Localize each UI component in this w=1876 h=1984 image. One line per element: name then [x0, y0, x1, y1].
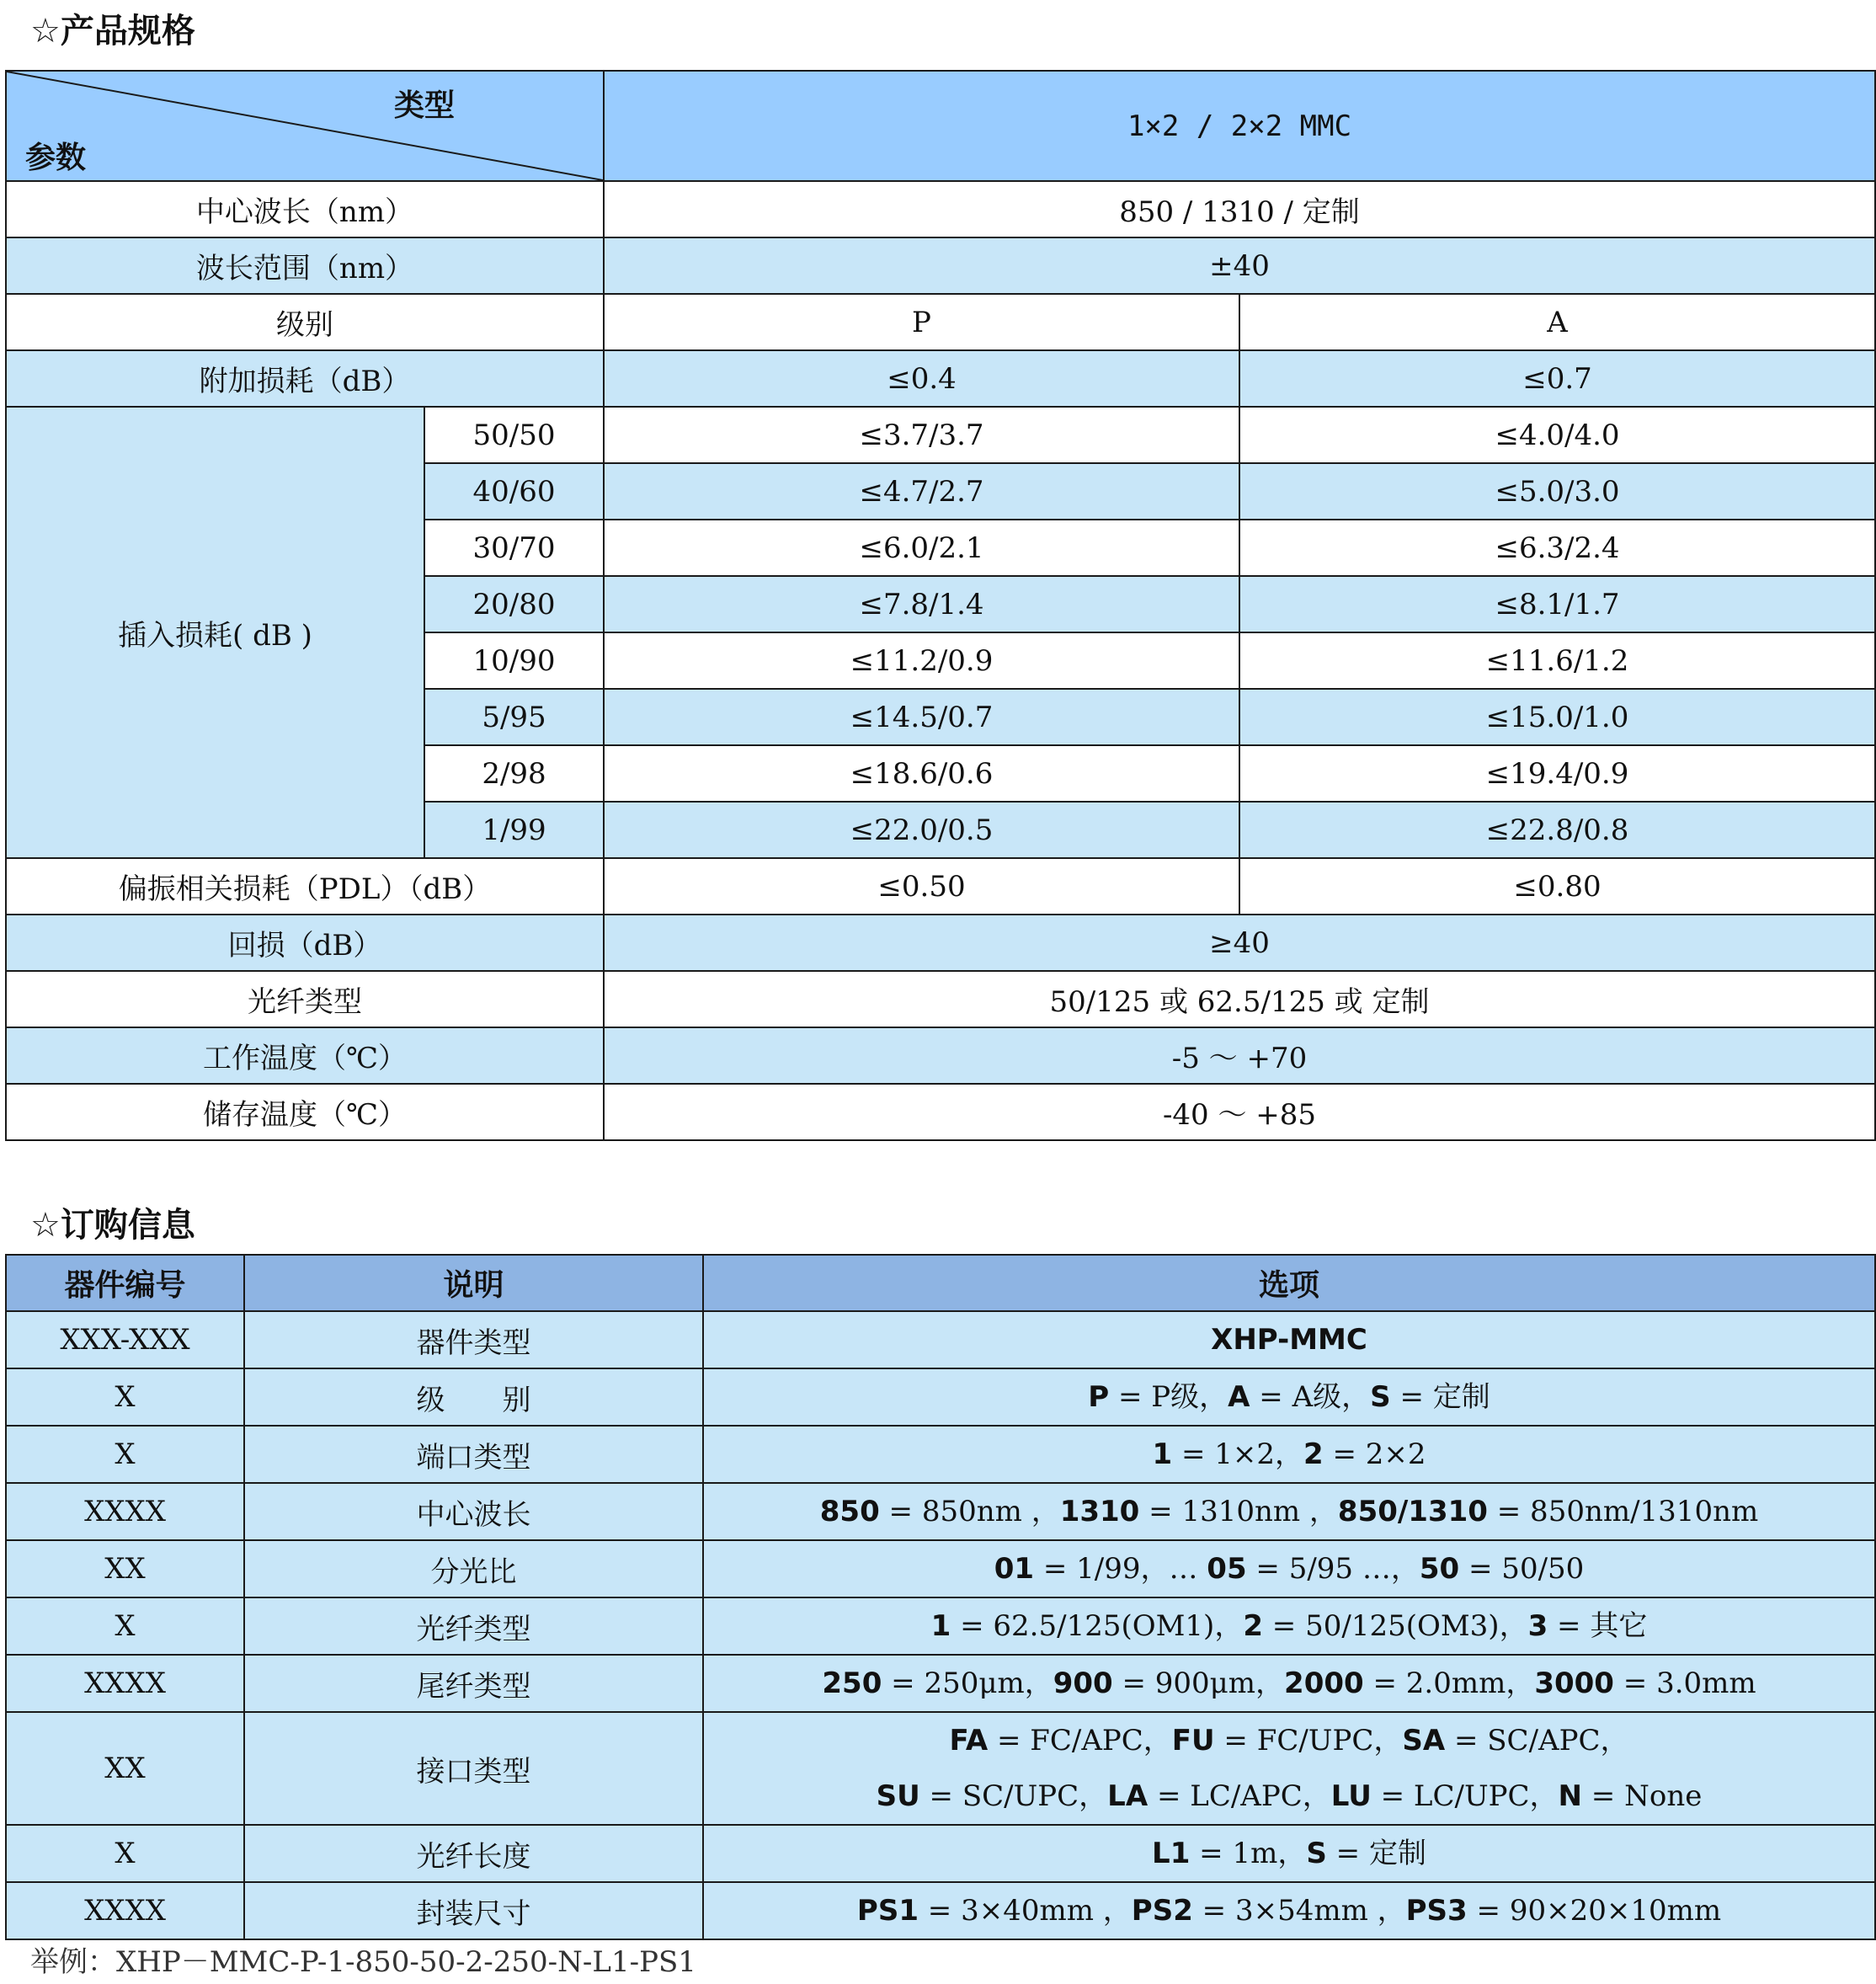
- options: [703, 1712, 1875, 1825]
- option-code: 3: [1527, 1609, 1548, 1643]
- option-text: = None: [1582, 1779, 1703, 1813]
- row-label: 储存温度（℃）: [6, 1084, 604, 1140]
- grade-a: A: [1239, 294, 1875, 350]
- row-value: -40 ～ +85: [604, 1084, 1875, 1140]
- option-text: = 1/99，…: [1034, 1552, 1207, 1586]
- part-code: XXXX: [6, 1655, 244, 1712]
- option-code: A: [1228, 1380, 1250, 1414]
- option-text: = 3.0mm: [1613, 1667, 1756, 1700]
- value-p: ≤14.5/0.7: [604, 689, 1239, 745]
- option-code: S: [1306, 1837, 1327, 1870]
- table-row: [6, 1027, 1875, 1084]
- row-label: 回损（dB）: [6, 915, 604, 971]
- option-text: = 1m，: [1190, 1837, 1307, 1870]
- table-row: [6, 1311, 1875, 1368]
- option-code: LA: [1107, 1779, 1149, 1813]
- description: 中心波长: [244, 1483, 703, 1540]
- option-text: = FC/APC，: [988, 1724, 1172, 1757]
- option-line: [704, 1768, 1874, 1824]
- row-label: 中心波长（nm）: [6, 181, 604, 237]
- part-code: X: [6, 1368, 244, 1426]
- option-code: 3000: [1534, 1667, 1614, 1700]
- value-a: ≤4.0/4.0: [1239, 407, 1875, 463]
- row-label: 偏振相关损耗（PDL）（dB）: [6, 858, 604, 915]
- option-text: = 900μm，: [1112, 1667, 1285, 1700]
- option-code: 01: [994, 1552, 1035, 1586]
- option-text: = 其它: [1548, 1609, 1648, 1643]
- description: 器件类型: [244, 1311, 703, 1368]
- value-a: ≤0.7: [1239, 350, 1875, 407]
- row-label: 附加损耗（dB）: [6, 350, 604, 407]
- row-value: 50/125 或 62.5/125 或 定制: [604, 971, 1875, 1027]
- split-ratio: 1/99: [424, 802, 604, 858]
- option-code: FU: [1171, 1724, 1215, 1757]
- value-a: ≤0.80: [1239, 858, 1875, 915]
- option-code: 250: [822, 1667, 882, 1700]
- option-code: 1: [930, 1609, 951, 1643]
- option-text: = 2.0mm，: [1363, 1667, 1535, 1700]
- diagonal-line: [7, 72, 603, 180]
- option-code: 850: [819, 1495, 880, 1528]
- table-row: [6, 407, 1875, 463]
- option-code: L1: [1152, 1837, 1191, 1870]
- options: [703, 1426, 1875, 1483]
- description: 尾纤类型: [244, 1655, 703, 1712]
- option-code: 2000: [1284, 1667, 1364, 1700]
- option-line: [704, 1713, 1874, 1768]
- table-row: [6, 1368, 1875, 1426]
- option-text: = 1×2，: [1172, 1437, 1303, 1471]
- split-ratio: 2/98: [424, 745, 604, 802]
- option-text: = 3×40mm ，: [919, 1894, 1132, 1928]
- spec-table: [5, 70, 1876, 1141]
- order-section-title: ☆订购信息: [30, 1206, 195, 1245]
- row-label: 工作温度（℃）: [6, 1027, 604, 1084]
- option-text: = 3×54mm ，: [1192, 1894, 1406, 1928]
- option-code: XHP-MMC: [1211, 1323, 1367, 1357]
- grade-p: P: [604, 294, 1239, 350]
- part-code: X: [6, 1825, 244, 1882]
- option-line: [704, 1656, 1874, 1711]
- table-row: [6, 915, 1875, 971]
- row-label: 波长范围（nm）: [6, 237, 604, 294]
- option-text: = 5/95 …，: [1246, 1552, 1420, 1586]
- option-code: P: [1088, 1380, 1110, 1414]
- table-row: [6, 1597, 1875, 1655]
- value-p: ≤0.4: [604, 350, 1239, 407]
- option-line: [704, 1484, 1874, 1539]
- table-row: [6, 1426, 1875, 1483]
- option-text: = 定制: [1326, 1837, 1426, 1870]
- table-row: [6, 1825, 1875, 1882]
- option-line: [704, 1883, 1874, 1939]
- option-text: = SC/APC，: [1445, 1724, 1629, 1757]
- option-code: FA: [949, 1724, 989, 1757]
- param-header-label: 参数: [25, 141, 87, 175]
- table-row: [6, 1712, 1875, 1825]
- option-text: = FC/UPC，: [1214, 1724, 1403, 1757]
- value-p: ≤6.0/2.1: [604, 520, 1239, 576]
- option-text: = 50/50: [1459, 1552, 1585, 1586]
- value-a: ≤6.3/2.4: [1239, 520, 1875, 576]
- table-row: [6, 1882, 1875, 1939]
- table-row: [6, 1655, 1875, 1712]
- option-text: = 62.5/125(OM1)，: [951, 1609, 1244, 1643]
- option-code: 850/1310: [1337, 1495, 1488, 1528]
- spec-section-title: ☆产品规格: [30, 12, 195, 51]
- ordering-example: 举例：XHP－MMC-P-1-850-50-2-250-N-L1-PS1: [30, 1945, 696, 1979]
- table-row: [6, 971, 1875, 1027]
- description: 级 别: [244, 1368, 703, 1426]
- option-text: = 定制: [1390, 1380, 1490, 1414]
- order-header-row: [6, 1255, 1875, 1311]
- part-code: XXX-XXX: [6, 1311, 244, 1368]
- option-text: = 850nm/1310nm: [1487, 1495, 1759, 1528]
- option-code: 50: [1419, 1552, 1460, 1586]
- spec-header-row: [6, 71, 1875, 181]
- split-ratio: 30/70: [424, 520, 604, 576]
- type-header-label: 类型: [394, 88, 456, 123]
- option-code: 1: [1152, 1437, 1173, 1471]
- value-a: ≤11.6/1.2: [1239, 632, 1875, 689]
- product-type-header: 1×2 / 2×2 MMC: [604, 71, 1875, 181]
- option-text: = LC/APC，: [1148, 1779, 1331, 1813]
- options: [703, 1597, 1875, 1655]
- split-ratio: 20/80: [424, 576, 604, 632]
- option-code: 2: [1303, 1437, 1324, 1471]
- option-text: = 250μm，: [882, 1667, 1053, 1700]
- options: [703, 1882, 1875, 1939]
- option-text: = 90×20×10mm: [1467, 1894, 1722, 1928]
- option-text: = SC/UPC，: [919, 1779, 1108, 1813]
- option-text: = A级，: [1250, 1380, 1371, 1414]
- order-table: [5, 1254, 1876, 1940]
- row-value: 850 / 1310 / 定制: [604, 181, 1875, 237]
- option-text: = 1310nm ，: [1139, 1495, 1338, 1528]
- description-header: 说明: [244, 1255, 703, 1311]
- value-p: ≤4.7/2.7: [604, 463, 1239, 520]
- options-header: 选项: [703, 1255, 1875, 1311]
- table-row: [6, 350, 1875, 407]
- options: [703, 1368, 1875, 1426]
- options: [703, 1311, 1875, 1368]
- option-code: 2: [1243, 1609, 1263, 1643]
- value-p: ≤0.50: [604, 858, 1239, 915]
- option-code: PS2: [1131, 1894, 1193, 1928]
- row-value: -5 ～ +70: [604, 1027, 1875, 1084]
- options: [703, 1540, 1875, 1597]
- value-p: ≤11.2/0.9: [604, 632, 1239, 689]
- options: [703, 1483, 1875, 1540]
- part-code: XXXX: [6, 1882, 244, 1939]
- value-a: ≤5.0/3.0: [1239, 463, 1875, 520]
- option-code: PS1: [856, 1894, 919, 1928]
- value-p: ≤18.6/0.6: [604, 745, 1239, 802]
- option-text: = 850nm ，: [879, 1495, 1060, 1528]
- table-row: [6, 294, 1875, 350]
- value-a: ≤8.1/1.7: [1239, 576, 1875, 632]
- table-row: [6, 1483, 1875, 1540]
- value-a: ≤15.0/1.0: [1239, 689, 1875, 745]
- description: 接口类型: [244, 1712, 703, 1825]
- table-row: [6, 1540, 1875, 1597]
- part-code: XX: [6, 1712, 244, 1825]
- option-code: PS3: [1405, 1894, 1468, 1928]
- option-line: [704, 1598, 1874, 1654]
- diagonal-header-cell: [6, 71, 604, 181]
- option-code: 900: [1053, 1667, 1113, 1700]
- split-ratio: 10/90: [424, 632, 604, 689]
- split-ratio: 50/50: [424, 407, 604, 463]
- table-row: [6, 858, 1875, 915]
- value-p: ≤7.8/1.4: [604, 576, 1239, 632]
- row-label: 光纤类型: [6, 971, 604, 1027]
- option-code: N: [1558, 1779, 1582, 1813]
- description: 端口类型: [244, 1426, 703, 1483]
- value-a: ≤19.4/0.9: [1239, 745, 1875, 802]
- part-code: X: [6, 1597, 244, 1655]
- option-line: [704, 1312, 1874, 1368]
- description: 封装尺寸: [244, 1882, 703, 1939]
- option-line: [704, 1369, 1874, 1425]
- value-p: ≤22.0/0.5: [604, 802, 1239, 858]
- option-code: SU: [876, 1779, 920, 1813]
- description: 光纤长度: [244, 1825, 703, 1882]
- option-code: LU: [1330, 1779, 1372, 1813]
- options: [703, 1655, 1875, 1712]
- option-text: = 2×2: [1323, 1437, 1426, 1471]
- split-ratio: 40/60: [424, 463, 604, 520]
- row-value: ±40: [604, 237, 1875, 294]
- part-code: XXXX: [6, 1483, 244, 1540]
- option-text: = LC/UPC，: [1371, 1779, 1559, 1813]
- option-code: 05: [1207, 1552, 1247, 1586]
- table-row: [6, 1084, 1875, 1140]
- option-code: 1310: [1059, 1495, 1140, 1528]
- insertion-loss-label: 插入损耗( dB ): [6, 407, 424, 858]
- part-code: XX: [6, 1540, 244, 1597]
- description: 分光比: [244, 1540, 703, 1597]
- description: 光纤类型: [244, 1597, 703, 1655]
- value-p: ≤3.7/3.7: [604, 407, 1239, 463]
- options: [703, 1825, 1875, 1882]
- table-row: [6, 181, 1875, 237]
- option-code: S: [1370, 1380, 1391, 1414]
- table-row: [6, 237, 1875, 294]
- split-ratio: 5/95: [424, 689, 604, 745]
- row-value: ≥40: [604, 915, 1875, 971]
- option-line: [704, 1826, 1874, 1881]
- part-code: X: [6, 1426, 244, 1483]
- option-line: [704, 1541, 1874, 1597]
- part-number-header: 器件编号: [6, 1255, 244, 1311]
- option-text: = P级，: [1109, 1380, 1228, 1414]
- row-label: 级别: [6, 294, 604, 350]
- option-code: SA: [1402, 1724, 1446, 1757]
- option-text: = 50/125(OM3)，: [1263, 1609, 1528, 1643]
- value-a: ≤22.8/0.8: [1239, 802, 1875, 858]
- option-line: [704, 1427, 1874, 1482]
